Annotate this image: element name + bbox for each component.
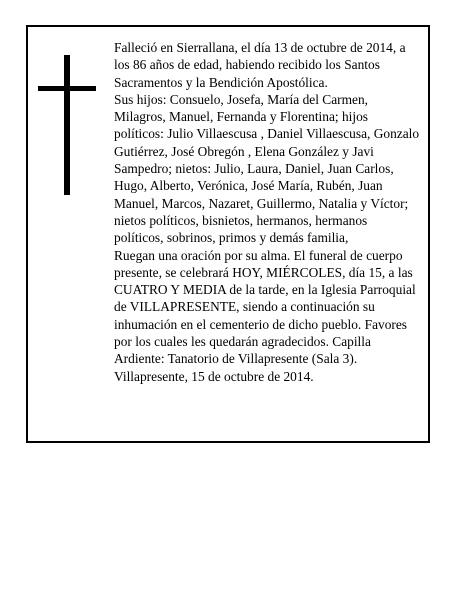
funeral-details-paragraph: Ruegan una oración por su alma. El funeral de cuerpo presente, se celebrará HOY, MIÉRCOLES, día 15, a las CUATRO Y MEDIA de la tarde, en la Iglesia Parroquial de VILLAPRESENTE, siendo a continuación su inhumación en el cementerio de dicho pueblo. Favores por los cuales les quedarán agradecidos. Capilla Ardiente: Tanatorio de Villapresente (Sala 3). [114,247,416,367]
death-announcement-paragraph: Falleció en Sierrallana, el día 13 de octubre de 2014, a los 86 años de edad, habiendo recibido los Santos Sacramentos y la Bendición Apostólica. [114,40,406,90]
cross-horizontal-bar [38,86,96,91]
obituary-text [114,39,420,385]
cross-vertical-bar [64,55,70,195]
place-date-line: Villapresente, 15 de octubre de 2014. [114,368,314,384]
family-members-paragraph: Sus hijos: Consuelo, Josefa, María del Carmen, Milagros, Manuel, Fernanda y Florentina; hijos políticos: Julio Villaescusa , Daniel Villaescusa, Gonzalo Gutiérrez, José Obregón , Elena González y Javi Sampedro; nietos: Julio, Laura, Daniel, Juan Carlos, Hugo, Alberto, Verónica, José María, Rubén, Juan Manuel, Marcos, Nazaret, Guillermo, Natalia y Víctor; nietos políticos, bisnietos, hermanos, hermanos políticos, sobrinos, primos y demás familia, [114,91,420,246]
